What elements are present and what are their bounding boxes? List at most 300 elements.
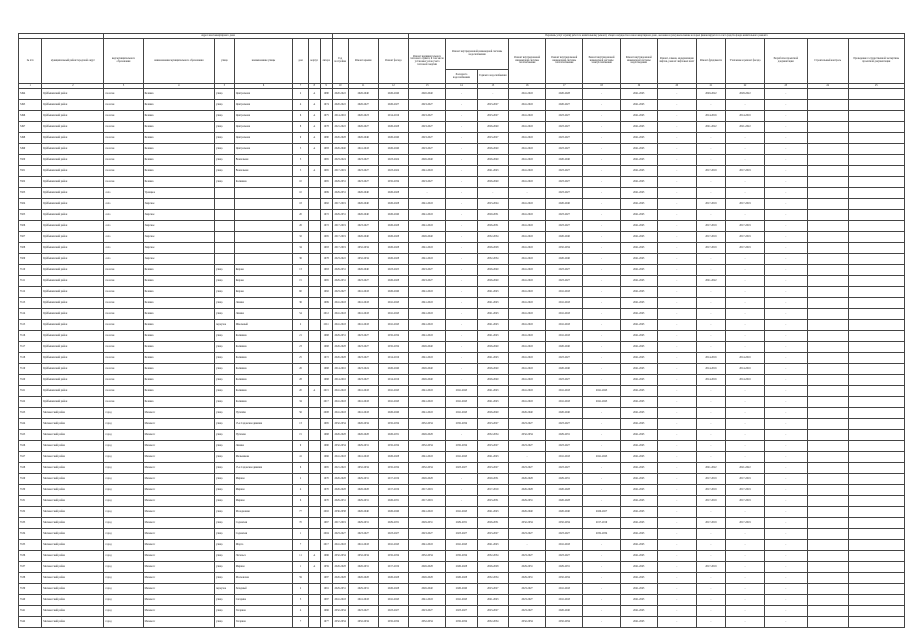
table-cell: 2041-2043	[509, 353, 546, 364]
table-cell: 2041-2043	[546, 595, 583, 606]
table-cell: 2041-2043	[620, 309, 657, 320]
table-cell: -	[657, 243, 696, 254]
table-cell: 2023-2027	[348, 606, 378, 617]
table-cell: 5532	[19, 507, 42, 518]
table-cell: -	[764, 177, 807, 188]
table-cell: 1983	[320, 144, 332, 155]
table-cell: 2026-2040	[546, 364, 583, 375]
table-cell: 1970	[320, 496, 332, 507]
table-cell: Куйбышевский район	[42, 276, 104, 287]
table-cell: улица	[215, 353, 235, 364]
table-cell: -	[764, 595, 807, 606]
table-cell: -	[764, 309, 807, 320]
table-cell: 2041-2043	[446, 408, 477, 419]
table-cell: 2041-2043	[408, 331, 445, 342]
table-cell: -	[764, 375, 807, 386]
table-cell: -	[446, 188, 477, 199]
table-cell	[807, 474, 848, 485]
table-cell	[308, 177, 320, 188]
table-cell: 4	[293, 100, 309, 111]
table-cell: 2041-2043	[509, 232, 546, 243]
table-cell: Гагарина	[234, 617, 293, 628]
table-cell: 2023-2027	[546, 375, 583, 386]
table-cell: 2026-2028	[408, 430, 445, 441]
table-cell: 2032-2034	[546, 518, 583, 529]
table-cell: улица	[215, 562, 235, 573]
table-cell: 2041-2043	[477, 353, 508, 364]
table-cell: 2026-2028	[332, 485, 348, 496]
table-cell: -	[726, 155, 765, 166]
table-cell: 2032-2034	[348, 617, 378, 628]
table-cell: -	[696, 584, 725, 595]
table-cell: Мелекесс	[143, 595, 214, 606]
table-cell: поселок	[104, 177, 143, 188]
table-cell: -	[696, 606, 725, 617]
table-row	[19, 232, 905, 243]
table-cell: Калинина	[234, 342, 293, 353]
table-cell: 20	[293, 386, 309, 397]
table-cell: 2032-2034	[477, 573, 508, 584]
table-cell: Мелекесский район	[42, 419, 104, 430]
table-cell	[807, 507, 848, 518]
table-cell: -	[764, 111, 807, 122]
table-cell: -	[446, 122, 477, 133]
table-cell: 2032-2034	[332, 441, 348, 452]
table-cell	[308, 485, 320, 496]
table-cell	[807, 133, 848, 144]
table-cell: 2041-2043	[348, 540, 378, 551]
table-cell: 2026-2028	[378, 276, 408, 287]
table-cell: Мелекесс	[143, 540, 214, 551]
table-cell: Сагарина	[234, 595, 293, 606]
table-cell: -	[583, 199, 620, 210]
table-cell: 5525	[19, 430, 42, 441]
table-cell: 4	[293, 606, 309, 617]
table-cell: 2041-2043	[620, 507, 657, 518]
capital-repair-table	[18, 33, 905, 628]
table-cell: Садовская	[234, 529, 293, 540]
table-cell: -	[657, 551, 696, 562]
table-cell	[308, 573, 320, 584]
table-cell: -	[446, 144, 477, 155]
table-cell: 2041-2043	[620, 485, 657, 496]
table-row	[19, 89, 905, 100]
table-cell: Мелекесс	[143, 419, 214, 430]
table-cell: 2041-2043	[378, 595, 408, 606]
table-cell: -	[696, 342, 725, 353]
table-cell: 1995	[320, 419, 332, 430]
col-street-name: наименование улицы	[234, 39, 293, 84]
table-cell: 5539	[19, 584, 42, 595]
table-cell: город	[104, 573, 143, 584]
col-municipal-region: муниципальный район/городской округ	[42, 39, 104, 84]
table-cell: Мелекесс	[143, 430, 214, 441]
table-cell: -	[657, 111, 696, 122]
table-cell: 2026-2046	[348, 133, 378, 144]
table-cell: 5519	[19, 364, 42, 375]
column-number: 3	[104, 84, 143, 89]
table-cell: 2026-2040	[509, 507, 546, 518]
table-cell: 2041-2043	[477, 540, 508, 551]
table-cell: Куйбышевский район	[42, 188, 104, 199]
table-cell: Мелекесский район	[42, 474, 104, 485]
table-cell: 2023-2027	[408, 606, 445, 617]
table-cell: 2026-2027	[583, 507, 620, 518]
table-row	[19, 177, 905, 188]
table-cell	[308, 496, 320, 507]
table-cell	[234, 243, 293, 254]
table-cell: -	[657, 100, 696, 111]
table-cell: 2026-2040	[546, 408, 583, 419]
table-cell: 5523	[19, 408, 42, 419]
table-cell	[308, 210, 320, 221]
table-cell: 2041-2043	[332, 595, 348, 606]
table-cell	[308, 342, 320, 353]
table-cell: 2041-2043	[477, 331, 508, 342]
table-cell: 2023-2027	[546, 353, 583, 364]
table-cell: -	[657, 221, 696, 232]
table-cell: город	[104, 518, 143, 529]
table-cell: 1999	[320, 298, 332, 309]
table-cell: 5498	[19, 133, 42, 144]
table-cell	[807, 529, 848, 540]
table-cell: 1972	[320, 210, 332, 221]
table-cell: 2041-2043	[378, 309, 408, 320]
table-cell: 2041-2043	[509, 122, 546, 133]
table-cell	[308, 331, 320, 342]
table-cell: 2041-2043	[509, 243, 546, 254]
table-cell: город	[104, 430, 143, 441]
table-cell: Белянка	[143, 375, 214, 386]
table-cell: 2029-2031	[332, 188, 348, 199]
table-cell: 2023-2027	[378, 529, 408, 540]
table-cell: -	[726, 254, 765, 265]
column-number: 12	[378, 84, 408, 89]
table-cell: 2023-2027	[348, 276, 378, 287]
table-cell: 32	[293, 232, 309, 243]
table-cell: улица	[215, 155, 235, 166]
table-cell: 2032-2034	[509, 430, 546, 441]
table-cell: город	[104, 452, 143, 463]
table-cell: 2017-2019	[332, 243, 348, 254]
table-cell: 2041-2043	[620, 89, 657, 100]
table-cell: 2041-2043	[620, 133, 657, 144]
table-cell: -	[726, 419, 765, 430]
table-cell: 2017-2019	[477, 485, 508, 496]
table-cell	[807, 397, 848, 408]
table-cell: 2026-2040	[378, 507, 408, 518]
table-cell	[848, 89, 904, 100]
table-row	[19, 397, 905, 408]
table-cell: город	[104, 606, 143, 617]
table-cell: 2017-2019	[726, 485, 765, 496]
table-cell: -	[764, 287, 807, 298]
table-cell: 2041-2043	[546, 287, 583, 298]
table-cell: 7	[293, 540, 309, 551]
table-cell: Куйбышевский район	[42, 386, 104, 397]
table-cell: 2026-2028	[378, 122, 408, 133]
table-cell: 5499	[19, 144, 42, 155]
table-cell: Мелекесс	[143, 551, 214, 562]
table-cell: 34	[293, 243, 309, 254]
table-cell: Белянка	[143, 386, 214, 397]
table-cell: -	[657, 122, 696, 133]
table-cell	[215, 188, 235, 199]
table-cell: 2017-2019	[696, 232, 725, 243]
table-cell: 5513	[19, 298, 42, 309]
table-cell: 2017	[320, 397, 332, 408]
table-cell: поселок	[104, 276, 143, 287]
table-cell	[807, 386, 848, 397]
table-cell: улица	[215, 265, 235, 276]
table-cell: Мелекесский район	[42, 617, 104, 628]
table-cell: -	[696, 551, 725, 562]
table-cell	[807, 606, 848, 617]
table-cell: 2026-2040	[378, 144, 408, 155]
table-cell: 2032-2034	[378, 419, 408, 430]
table-cell: -	[408, 188, 445, 199]
table-cell: Белянка	[143, 155, 214, 166]
table-cell: 60	[293, 287, 309, 298]
table-cell: 2041-2043	[546, 309, 583, 320]
table-cell: -	[726, 309, 765, 320]
table-cell: 9	[293, 133, 309, 144]
table-cell	[848, 353, 904, 364]
table-cell: -	[446, 210, 477, 221]
table-cell: 2041-2043	[546, 540, 583, 551]
table-cell: 2032-2034	[378, 551, 408, 562]
table-cell: -	[583, 166, 620, 177]
table-cell: -	[657, 419, 696, 430]
table-cell: 2026-2028	[378, 243, 408, 254]
table-cell: 2041-2043	[348, 386, 378, 397]
table-cell: 2026-2040	[408, 232, 445, 243]
table-cell: -	[657, 441, 696, 452]
table-cell: 2026-2040	[348, 265, 378, 276]
column-number: 19	[620, 84, 657, 89]
table-cell: -	[726, 133, 765, 144]
table-cell: 2017-2019	[696, 485, 725, 496]
table-cell	[807, 320, 848, 331]
table-cell: поселок	[104, 144, 143, 155]
table-cell: 2	[293, 89, 309, 100]
table-cell: поселок	[104, 375, 143, 386]
table-cell: 2032-2034	[477, 551, 508, 562]
table-cell: 5538	[19, 573, 42, 584]
table-cell: -	[583, 265, 620, 276]
table-cell: 2026-2028	[332, 562, 348, 573]
table-cell: -	[726, 529, 765, 540]
table-cell: Белянка	[143, 89, 214, 100]
table-cell: 5528	[19, 463, 42, 474]
table-cell: Куйбышевский район	[42, 111, 104, 122]
table-cell	[234, 221, 293, 232]
table-cell: село	[104, 232, 143, 243]
table-cell: 2041-2043	[408, 408, 445, 419]
table-cell: А	[308, 111, 320, 122]
table-cell: -	[696, 287, 725, 298]
table-cell: улица	[215, 485, 235, 496]
table-cell: 2041-2043	[620, 595, 657, 606]
table-cell	[308, 199, 320, 210]
table-cell: 1972	[320, 353, 332, 364]
table-cell: 2041-2043	[332, 386, 348, 397]
table-cell: 2023-2027	[546, 551, 583, 562]
table-cell: 2032-2034	[477, 254, 508, 265]
table-cell	[807, 573, 848, 584]
table-cell: 2023-2027	[408, 100, 445, 111]
table-cell: -	[726, 265, 765, 276]
table-cell: 2041-2043	[620, 287, 657, 298]
table-cell: 2041-2043	[620, 243, 657, 254]
table-cell: 2032-2034	[378, 441, 408, 452]
table-row	[19, 375, 905, 386]
table-cell	[848, 551, 904, 562]
table-cell: -	[509, 452, 546, 463]
table-cell: 5518	[19, 353, 42, 364]
table-cell	[234, 232, 293, 243]
table-cell: 2041-2043	[620, 353, 657, 364]
table-cell: Заирское	[143, 232, 214, 243]
table-cell: -	[446, 166, 477, 177]
table-cell: -	[764, 507, 807, 518]
table-cell: 2029-2031	[348, 474, 378, 485]
table-cell: 5534	[19, 529, 42, 540]
table-cell: 2023-2024	[348, 364, 378, 375]
table-cell	[308, 463, 320, 474]
table-cell: 2026-2040	[378, 287, 408, 298]
table-cell: 2032-2034	[446, 419, 477, 430]
table-cell: 2014-2016	[726, 353, 765, 364]
table-cell: 2026-2028	[378, 254, 408, 265]
table-cell: -	[583, 364, 620, 375]
table-cell	[234, 188, 293, 199]
table-cell: 5536	[19, 551, 42, 562]
table-cell: 56	[293, 408, 309, 419]
table-cell: -	[657, 364, 696, 375]
table-cell: 2026-2040	[477, 144, 508, 155]
table-cell: Белянка	[143, 342, 214, 353]
table-cell: -	[696, 441, 725, 452]
table-row	[19, 562, 905, 573]
table-row	[19, 584, 905, 595]
table-cell: 2014-2016	[696, 364, 725, 375]
table-cell: 1980	[320, 89, 332, 100]
table-cell: Куйбышевский район	[42, 89, 104, 100]
table-cell: 2041-2043	[408, 287, 445, 298]
table-cell: поселок	[104, 309, 143, 320]
table-cell: Калинина	[234, 353, 293, 364]
table-cell: Куйбышевский район	[42, 122, 104, 133]
table-row	[19, 364, 905, 375]
table-cell: 2026-2040	[378, 408, 408, 419]
table-cell	[807, 364, 848, 375]
table-cell: 2041-2043	[620, 551, 657, 562]
table-cell: Куйбышевский район	[42, 342, 104, 353]
table-cell: -	[446, 254, 477, 265]
table-cell: Школьный	[234, 320, 293, 331]
table-cell: 2041-2043	[620, 122, 657, 133]
table-cell: Центральная	[234, 144, 293, 155]
table-cell: 2029-2031	[546, 562, 583, 573]
table-cell: Мелекесский район	[42, 540, 104, 551]
table-cell: 2026-2040	[477, 265, 508, 276]
table-cell: Мелекесс	[143, 518, 214, 529]
table-cell: 5521	[19, 386, 42, 397]
table-cell: -	[583, 100, 620, 111]
table-cell: 2029-2031	[332, 584, 348, 595]
table-cell: -	[764, 89, 807, 100]
table-cell: 1975	[320, 111, 332, 122]
table-cell: улица	[215, 419, 235, 430]
table-cell: 2017-2019	[696, 496, 725, 507]
table-cell: 5524	[19, 419, 42, 430]
table-cell	[848, 529, 904, 540]
table-cell: улица	[215, 474, 235, 485]
table-cell: -	[726, 342, 765, 353]
table-cell: 2023-2027	[546, 210, 583, 221]
table-cell: 2026-2040	[546, 507, 583, 518]
column-number: 24	[807, 84, 848, 89]
table-cell: 5515	[19, 320, 42, 331]
table-cell: 2017-2019	[332, 221, 348, 232]
table-cell: 2032-2034	[546, 617, 583, 628]
table-cell: -	[446, 364, 477, 375]
table-cell: 2041-2043	[620, 254, 657, 265]
table-cell: 2021-2022	[726, 122, 765, 133]
table-cell: 70	[293, 518, 309, 529]
table-cell: 2029-2031	[477, 474, 508, 485]
table-cell: село	[104, 188, 143, 199]
table-cell: 2028-2022	[726, 89, 765, 100]
table-cell: 2041-2043	[477, 507, 508, 518]
table-cell: 2041-2043	[620, 166, 657, 177]
table-cell: 2023-2027	[546, 221, 583, 232]
table-cell: 1965	[320, 276, 332, 287]
table-cell: 13	[293, 419, 309, 430]
table-cell: 41	[293, 452, 309, 463]
col-cold-water: Холодного водоснабжения	[446, 70, 477, 84]
table-cell	[807, 243, 848, 254]
table-cell: 5535	[19, 540, 42, 551]
table-cell	[807, 232, 848, 243]
table-cell: 1978	[320, 122, 332, 133]
table-cell: 2041-2043	[477, 397, 508, 408]
table-cell: 2041-2043	[620, 188, 657, 199]
table-cell: 2041-2043	[408, 386, 445, 397]
table-cell	[848, 243, 904, 254]
table-cell: 2023-2027	[348, 342, 378, 353]
table-cell: 2023-2027	[546, 144, 583, 155]
col-insulation: Утепление и ремонт фасада	[726, 39, 765, 84]
table-cell: Белянка	[143, 331, 214, 342]
table-cell: Мелекесс	[143, 452, 214, 463]
table-cell: улица	[215, 100, 235, 111]
table-cell: 2032-2034	[583, 529, 620, 540]
table-cell: -	[583, 540, 620, 551]
table-cell	[848, 463, 904, 474]
table-cell: город	[104, 617, 143, 628]
table-cell: 2032-2034	[408, 419, 445, 430]
table-cell: 2032-2034	[408, 441, 445, 452]
table-row	[19, 485, 905, 496]
table-cell: 5507	[19, 232, 42, 243]
table-cell: Мелекесский район	[42, 573, 104, 584]
table-cell: -	[583, 155, 620, 166]
table-cell: 5530	[19, 485, 42, 496]
table-cell: -	[696, 595, 725, 606]
col-heat: Ремонт внутридомовой инженерной системы теплоснабжения	[546, 39, 583, 84]
